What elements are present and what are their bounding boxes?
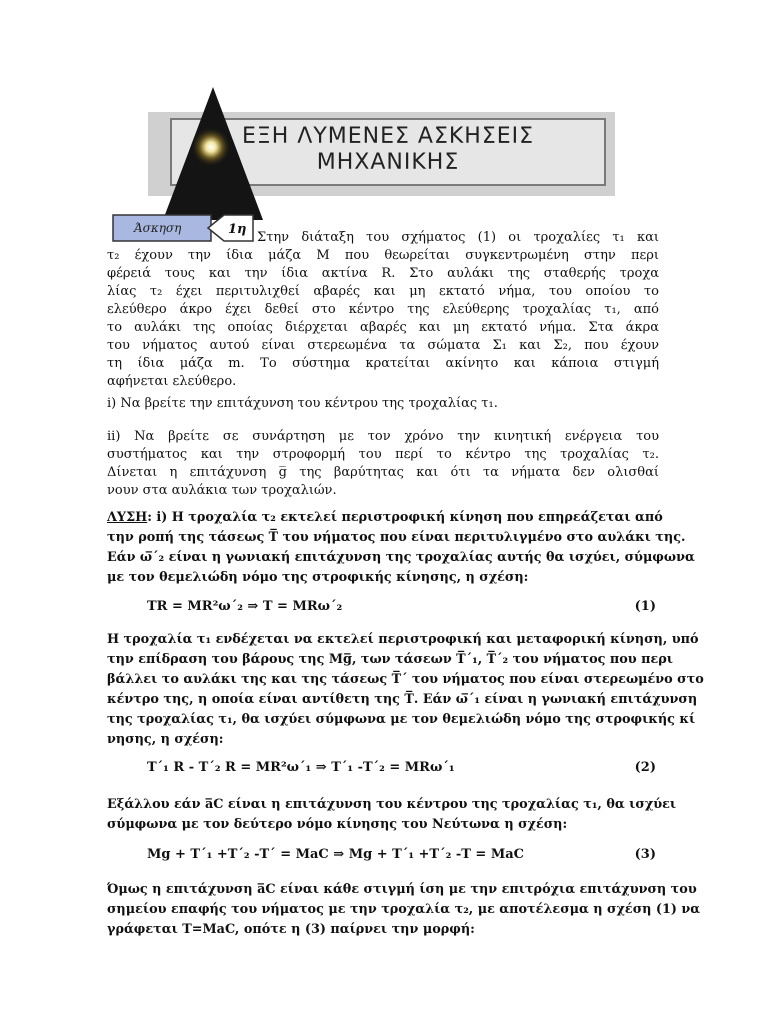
text-line: γράφεται T=MaC, οπότε η (3) παίρνει την μορφή: [107, 922, 475, 937]
text-line [107, 508, 663, 528]
solution-paragraph-3 [107, 795, 677, 835]
title-line-1: ΕΞΗ ΛΥΜΕΝΕΣ ΑΣΚΗΣΕΙΣ [241, 124, 535, 149]
question-i [107, 395, 659, 413]
text-line: Εξάλλου εάν a̅C είναι η επιτάχυνση του κέντρου της τροχαλίας τ₁, θα ισχύει [107, 797, 677, 812]
solution-label: ΛΥΣΗ [107, 510, 148, 525]
text-line: ii) Να βρείτε σε συνάρτηση με τον χρόνο την κινητική ενέργεια του [107, 429, 659, 444]
equation-2-number: (2) [634, 760, 656, 775]
solution-paragraph-1 [107, 508, 695, 588]
text-line: Δίνεται η επιτάχυνση g̅ της βαρύτητας και ότι τα νήματα δεν ολισθαί [107, 465, 659, 480]
text-line: κέντρο της, η οποία είναι αντίθετη της T̅. Εάν ω̅΄₁ είναι η γωνιακή επιτάχυνση [107, 692, 698, 707]
problem-statement [107, 229, 659, 391]
badge-label: Άσκηση [134, 221, 182, 235]
text-line: λίας τ₂ έχει περιτυλιχθεί αβαρές και μη εκτατό νήμα, του οποίου το [107, 284, 659, 299]
text-line: τ₂ έχουν την ίδια μάζα Μ που θεωρείται συγκεντρωμένη στην περι [107, 248, 659, 263]
equation-2: T΄₁ R - T΄₂ R = MR²ω΄₁ ⇒ T΄₁ -T΄₂ = MRω΄₁ [147, 760, 455, 775]
text-line: νησης, η σχέση: [107, 732, 224, 747]
text-line: συστήματος και την στροφορμή του περί το κέντρο της τροχαλίας τ₂. [107, 447, 659, 462]
equation-1-number: (1) [634, 599, 656, 614]
text-line: του νήματος αυτού είναι στερεωμένα τα σώματα Σ₁ και Σ₂, που έχουν [107, 338, 659, 353]
text-line: Εάν ω̅΄₂ είναι η γωνιακή επιτάχυνση της τροχαλίας αυτής θα ισχύει, σύμφωνα [107, 550, 695, 565]
question-ii [107, 428, 659, 500]
text-line: φέρειά τους και την ίδια ακτίνα R. Στο αυλάκι της σταθερής τροχα [107, 266, 659, 281]
solution-paragraph-2 [107, 630, 704, 750]
text-line: τη ίδια μάζα m. Το σύστημα κρατείται ακίνητο και κάποια στιγμή [107, 356, 659, 371]
pyramid-logo-icon [163, 87, 263, 220]
text-line: με τον θεμελιώδη νόμο της στροφικής κίνησης, η σχέση: [107, 570, 529, 585]
text-span: : i) Η τροχαλία τ₂ εκτελεί περιστροφική κίνηση που επηρεάζεται από [147, 510, 663, 525]
text-line: την ροπή της τάσεως T̅ του νήματος που είναι περιτυλιγμένο στο αυλάκι της. [107, 530, 686, 545]
text-line: νουν στα αυλάκια των τροχαλιών. [107, 483, 337, 498]
text-line: αφήνεται ελεύθερο. [107, 374, 237, 389]
badge-number: 1η [228, 222, 247, 237]
equation-1: TR = MR²ω΄₂ ⇒ T = MRω΄₂ [147, 599, 343, 614]
text-line: το αυλάκι της οποίας διέρχεται αβαρές και μη εκτατό νήμα. Στα άκρα [107, 320, 659, 335]
text-line: σημείου επαφής του νήματος με την τροχαλία τ₂, με αποτέλεσμα η σχέση (1) να [107, 902, 701, 917]
title-line-2: ΜΗΧΑΝΙΚΗΣ [316, 150, 460, 175]
text-line: i) Να βρείτε την επιτάχυνση του κέντρου της τροχαλίας τ₁. [107, 396, 498, 411]
text-line: βάλλει το αυλάκι της και της τάσεως T̅΄ του νήματος που είναι στερεωμένο στο [107, 672, 704, 687]
equation-3-number: (3) [634, 847, 656, 862]
text-line: την επίδραση του βάρους της Mg̅, των τάσεων T̅΄₁, T̅΄₂ του νήματος που περι [107, 652, 673, 667]
text-line: σύμφωνα με τον δεύτερο νόμο κίνησης του Νεύτωνα η σχέση: [107, 817, 568, 832]
solution-paragraph-4 [107, 880, 701, 940]
text-line: Στην διάταξη του σχήματος (1) οι τροχαλίες τ₁ και [257, 230, 659, 245]
text-line: ελεύθερο άκρο έχει δεθεί στο κέντρο της ελεύθερης τροχαλίας τ₁, από [107, 302, 659, 317]
text-line: Η τροχαλία τ₁ ενδέχεται να εκτελεί περιστροφική και μεταφορική κίνηση, υπό [107, 632, 699, 647]
text-line: της τροχαλίας τ₁, θα ισχύει σύμφωνα με τον θεμελιώδη νόμο της στροφικής κί [107, 712, 696, 727]
equation-3: Mg + T΄₁ +T΄₂ -T΄ = MaC ⇒ Mg + T΄₁ +T΄₂ -T = MaC [147, 847, 524, 862]
text-line: Όμως η επιτάχυνση a̅C είναι κάθε στιγμή ίση με την επιτρόχια επιτάχυνση του [107, 882, 697, 897]
